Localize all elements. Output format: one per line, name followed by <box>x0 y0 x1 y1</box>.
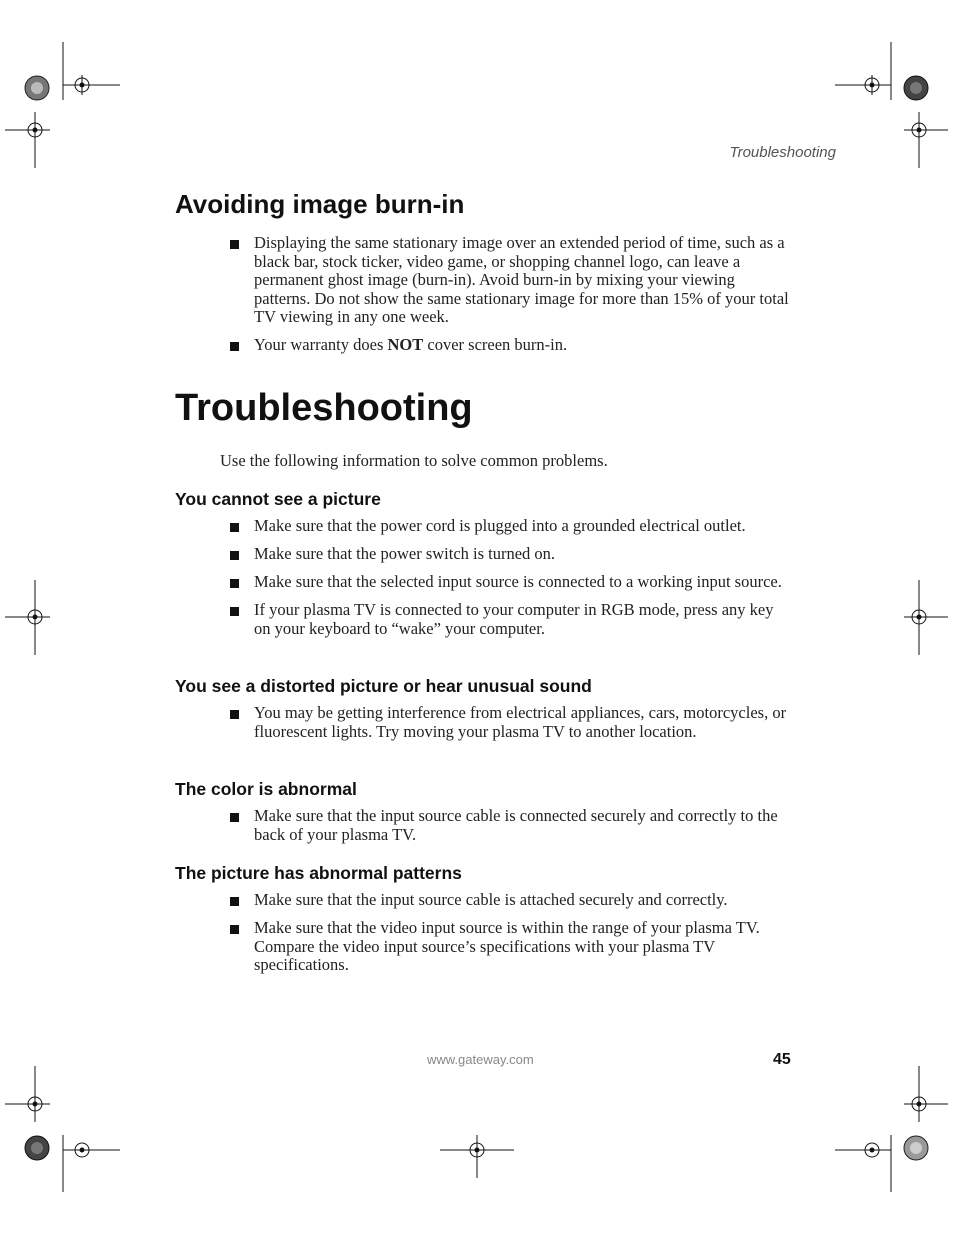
list-item <box>230 601 790 638</box>
list-item <box>230 517 790 536</box>
bullet-square-icon <box>230 579 239 588</box>
bullet-square-icon <box>230 710 239 719</box>
list-item <box>230 807 790 844</box>
footer-url: www.gateway.com <box>427 1052 534 1067</box>
bullet-text: Make sure that the video input source is within the range of your plasma TV. Compare the video input source’s specifications with your plasma TV specifications. <box>254 918 760 974</box>
subsection-heading: The color is abnormal <box>175 779 357 799</box>
subsection-list <box>230 807 790 854</box>
list-item <box>230 891 790 910</box>
bullet-square-icon <box>230 813 239 822</box>
burnin-list <box>230 234 790 364</box>
bullet-text: Displaying the same stationary image over an extended period of time, such as a black bar, stock ticker, video game, or shopping channel logo, can leave a permanent ghost image (burn-in). Avoid burn-in by mixing your viewing patterns. Do not show the same stationary image for more than 15% of your total TV viewing in any one week. <box>254 233 789 326</box>
intro-text: Use the following information to solve common problems. <box>220 451 608 470</box>
bullet-square-icon <box>230 342 239 351</box>
warranty-text-after: cover screen burn-in. <box>423 335 568 354</box>
running-head: Troubleshooting <box>729 144 836 161</box>
list-item <box>230 704 790 741</box>
bullet-text: Make sure that the input source cable is attached securely and correctly. <box>254 890 728 909</box>
subsection-heading: The picture has abnormal patterns <box>175 863 462 883</box>
page-title: Troubleshooting <box>175 387 473 429</box>
bullet-text: Make sure that the power switch is turned on. <box>254 544 556 563</box>
bullet-text: You may be getting interference from electrical appliances, cars, motorcycles, or fluorescent lights. Try moving your plasma TV to another location. <box>254 703 787 741</box>
bullet-square-icon <box>230 240 239 249</box>
list-item <box>230 336 790 355</box>
bullet-text: If your plasma TV is connected to your computer in RGB mode, press any key on your keyboard to “wake” your computer. <box>254 600 774 638</box>
page-number: 45 <box>773 1051 791 1068</box>
bullet-square-icon <box>230 551 239 560</box>
subsection-list <box>230 517 790 648</box>
bullet-text: Make sure that the input source cable is connected securely and correctly to the back of your plasma TV. <box>254 806 778 844</box>
list-item <box>230 234 790 327</box>
list-item <box>230 545 790 564</box>
warranty-text-before: Your warranty does <box>254 335 388 354</box>
bullet-square-icon <box>230 607 239 616</box>
list-item <box>230 573 790 592</box>
list-item <box>230 919 790 975</box>
bullet-text: Make sure that the selected input source is connected to a working input source. <box>254 572 782 591</box>
bullet-text: Make sure that the power cord is plugged into a grounded electrical outlet. <box>254 516 746 535</box>
bullet-square-icon <box>230 523 239 532</box>
subsection-heading: You cannot see a picture <box>175 489 381 509</box>
subsection-list <box>230 704 790 751</box>
bullet-square-icon <box>230 925 239 934</box>
subsection-heading: You see a distorted picture or hear unusual sound <box>175 676 592 696</box>
warranty-emphasis: NOT <box>387 335 424 354</box>
burnin-heading: Avoiding image burn-in <box>175 189 465 219</box>
bullet-square-icon <box>230 897 239 906</box>
subsection-list <box>230 891 790 984</box>
